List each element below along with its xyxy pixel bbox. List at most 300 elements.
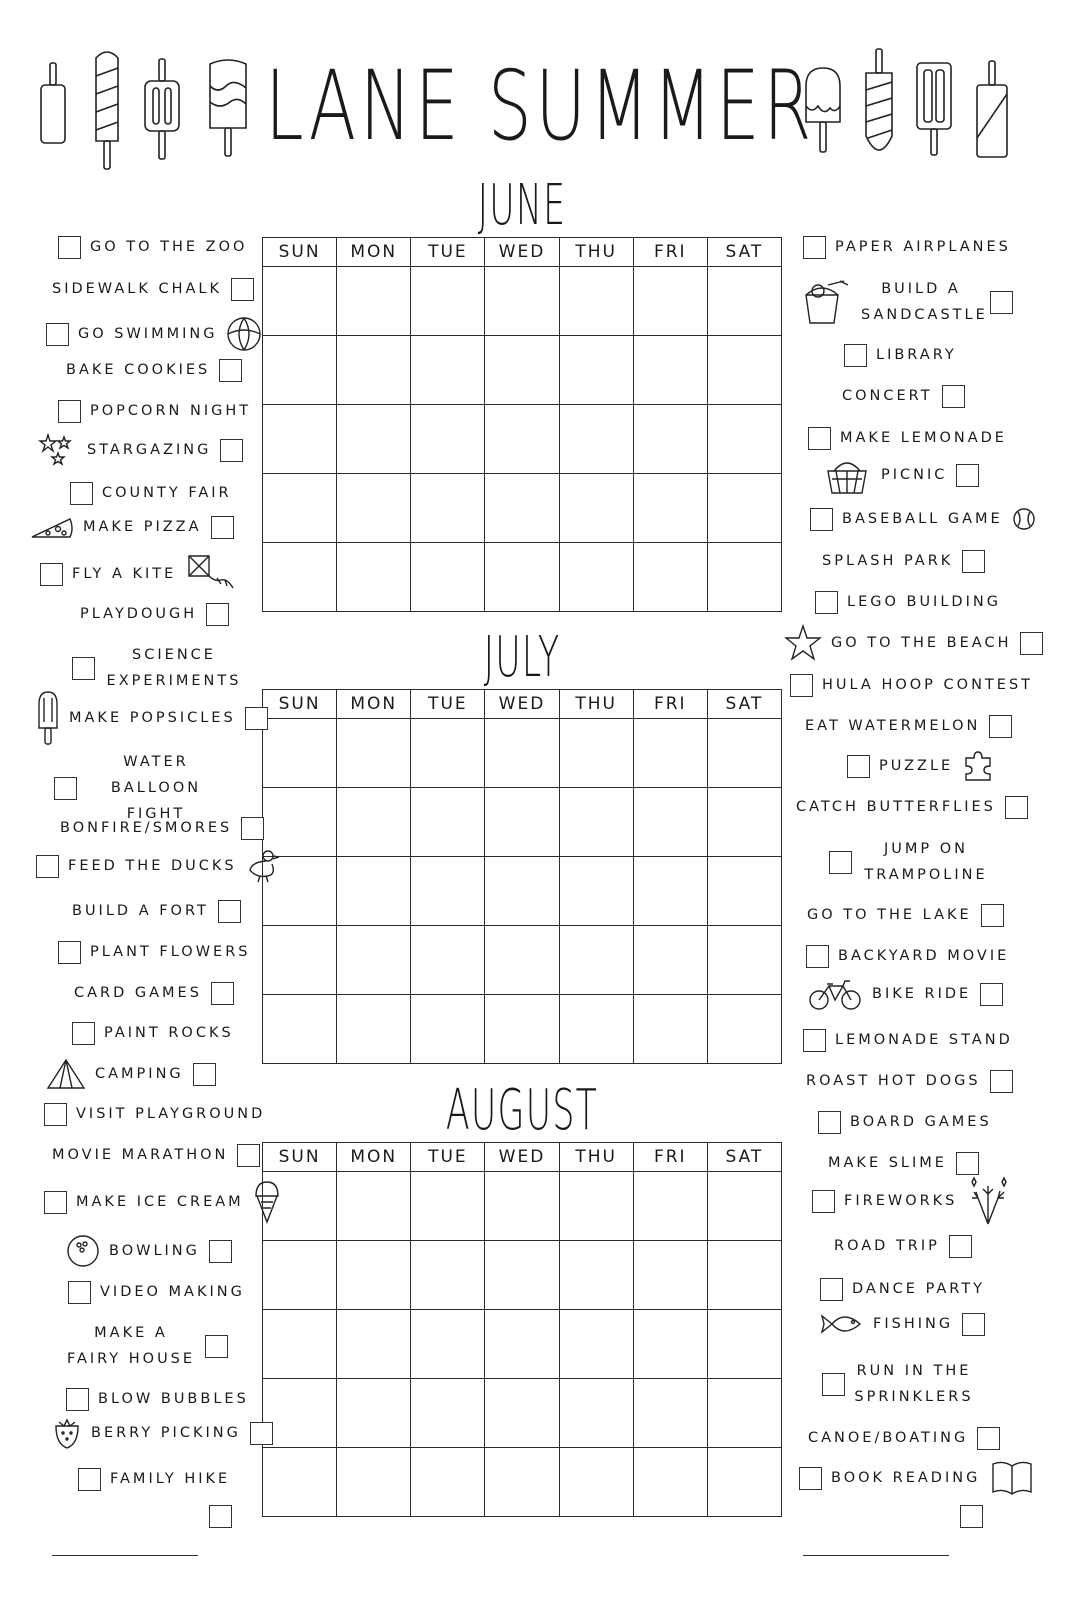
activity-label: CANOE/BOATING	[808, 1430, 969, 1446]
calendar-day-cell[interactable]	[559, 788, 633, 857]
starfish-icon	[784, 624, 822, 662]
calendar-day-cell[interactable]	[707, 474, 781, 543]
calendar-day-cell[interactable]	[337, 405, 411, 474]
activity-item	[36, 690, 268, 746]
calendar-day-cell[interactable]	[707, 857, 781, 926]
calendar-day-cell[interactable]	[633, 1448, 707, 1517]
checkbox[interactable]	[218, 900, 241, 923]
activity-item	[806, 943, 1009, 969]
activity-item	[812, 1176, 1010, 1226]
calendar-day-cell[interactable]	[633, 857, 707, 926]
calendar-day-cell[interactable]	[337, 474, 411, 543]
activity-item	[78, 1466, 230, 1492]
activity-item	[46, 316, 262, 352]
checkbox[interactable]	[58, 400, 81, 423]
calendar-day-cell[interactable]	[707, 926, 781, 995]
activity-label: PLANT FLOWERS	[90, 944, 251, 960]
calendar-day-cell[interactable]	[559, 719, 633, 788]
calendar-day-cell[interactable]	[485, 857, 559, 926]
activity-item	[784, 624, 1043, 662]
activity-label: LEMONADE STAND	[835, 1032, 1013, 1048]
checkbox[interactable]	[989, 715, 1012, 738]
calendar-day-cell[interactable]	[485, 1379, 559, 1448]
activity-item	[808, 425, 1007, 451]
calendar-day-cell[interactable]	[559, 1310, 633, 1379]
activity-item	[803, 234, 1011, 260]
calendar-day-cell[interactable]	[337, 719, 411, 788]
calendar-day-cell[interactable]	[337, 995, 411, 1064]
calendar-day-cell[interactable]	[559, 995, 633, 1064]
activity-label: BOARD GAMES	[850, 1114, 992, 1130]
calendar-day-cell[interactable]	[485, 719, 559, 788]
activity-label: GO TO THE ZOO	[90, 239, 248, 255]
checkbox[interactable]	[808, 427, 831, 450]
activity-item	[822, 1358, 974, 1410]
activity-item	[815, 589, 1001, 615]
calendar-day-cell[interactable]	[559, 543, 633, 612]
checkbox[interactable]	[990, 1070, 1013, 1093]
activity-label: GO TO THE LAKE	[807, 907, 972, 923]
checkbox[interactable]	[211, 516, 234, 539]
blank-write-in-line[interactable]	[803, 1555, 949, 1556]
activity-item	[810, 506, 1036, 532]
activity-label: BIKE RIDE	[872, 986, 972, 1002]
activity-item	[44, 1101, 265, 1127]
activity-label: HULA HOOP CONTEST	[822, 677, 1034, 693]
checkbox[interactable]	[36, 855, 59, 878]
activity-item	[834, 1233, 972, 1259]
calendar-week-row	[263, 926, 782, 995]
activity-item	[60, 815, 264, 841]
calendar-day-cell[interactable]	[411, 1379, 485, 1448]
weekday-header: WED	[485, 238, 559, 267]
calendar-day-cell[interactable]	[411, 1172, 485, 1241]
calendar-day-cell[interactable]	[263, 995, 337, 1064]
calendar-day-cell[interactable]	[485, 543, 559, 612]
calendar-day-cell[interactable]	[411, 788, 485, 857]
strawberry-icon	[52, 1416, 82, 1450]
activity-label: WATER BALLOON FIGHT	[110, 754, 202, 822]
activity-item	[66, 357, 242, 383]
activity-label: FAMILY HIKE	[110, 1471, 231, 1487]
beach-ball-icon	[226, 316, 262, 352]
ice-cream-cone-icon	[253, 1180, 281, 1224]
activity-label: PUZZLE	[879, 758, 954, 774]
checkbox[interactable]	[58, 236, 81, 259]
activity-item	[58, 234, 247, 260]
activity-item	[46, 1058, 216, 1090]
calendar-day-cell[interactable]	[485, 1310, 559, 1379]
activity-label: STARGAZING	[87, 442, 212, 458]
checkbox[interactable]	[250, 1422, 273, 1445]
activity-item	[58, 939, 250, 965]
calendar-day-cell[interactable]	[263, 719, 337, 788]
activity-label: GO TO THE BEACH	[831, 635, 1012, 651]
activity-label: BACKYARD MOVIE	[838, 948, 1010, 964]
calendar-day-cell[interactable]	[263, 926, 337, 995]
calendar-day-cell[interactable]	[559, 857, 633, 926]
activity-label: MAKE PIZZA	[83, 519, 202, 535]
activity-label: MAKE SLIME	[828, 1155, 947, 1171]
calendar-day-cell[interactable]	[559, 474, 633, 543]
activity-item	[790, 672, 1033, 698]
calendar-day-cell[interactable]	[707, 788, 781, 857]
calendar-day-cell[interactable]	[411, 1241, 485, 1310]
activity-label: BOWLING	[109, 1243, 200, 1259]
calendar-day-cell[interactable]	[707, 719, 781, 788]
calendar-day-cell[interactable]	[707, 1448, 781, 1517]
activity-label: RUN IN THE SPRINKLERS	[854, 1363, 974, 1405]
calendar-week-row	[263, 1310, 782, 1379]
weekday-header: TUE	[411, 238, 485, 267]
calendar-day-cell[interactable]	[263, 1241, 337, 1310]
checkbox[interactable]	[72, 1022, 95, 1045]
calendar-day-cell[interactable]	[633, 788, 707, 857]
calendar-day-cell[interactable]	[707, 543, 781, 612]
calendar-day-cell[interactable]	[633, 474, 707, 543]
popsicle-icon	[974, 58, 1010, 166]
checkbox[interactable]	[205, 1335, 228, 1358]
calendar-july	[262, 689, 782, 1064]
checkbox[interactable]	[990, 291, 1013, 314]
checkbox[interactable]	[231, 278, 254, 301]
checkbox[interactable]	[977, 1427, 1000, 1450]
calendar-day-cell[interactable]	[485, 474, 559, 543]
checkbox[interactable]	[1020, 632, 1043, 655]
activity-label: CAMPING	[95, 1066, 184, 1082]
calendar-day-cell[interactable]	[485, 1241, 559, 1310]
checkbox[interactable]	[812, 1190, 835, 1213]
calendar-day-cell[interactable]	[633, 719, 707, 788]
month-heading-august: AUGUST	[445, 1078, 599, 1143]
activity-item	[52, 1416, 273, 1450]
calendar-day-cell[interactable]	[411, 1448, 485, 1517]
picnic-basket-icon	[822, 455, 872, 495]
activity-item	[818, 1109, 992, 1135]
calendar-week-row	[263, 719, 782, 788]
activity-item	[58, 398, 251, 424]
checkbox[interactable]	[46, 323, 69, 346]
activity-item	[806, 1068, 1013, 1094]
weekday-header: SUN	[263, 1143, 337, 1172]
calendar-day-cell[interactable]	[263, 474, 337, 543]
checkbox[interactable]	[78, 1468, 101, 1491]
weekday-header: SUN	[263, 690, 337, 719]
calendar-week-row	[263, 267, 782, 336]
checkbox[interactable]	[245, 707, 268, 730]
activity-label: COUNTY FAIR	[102, 485, 232, 501]
checkbox[interactable]	[219, 359, 242, 382]
activity-label: MAKE POPSICLES	[69, 710, 236, 726]
calendar-day-cell[interactable]	[337, 1310, 411, 1379]
activity-label: MOVIE MARATHON	[52, 1147, 229, 1163]
checkbox[interactable]	[960, 1505, 983, 1528]
activity-item	[844, 342, 957, 368]
checkbox[interactable]	[1005, 796, 1028, 819]
pizza-slice-icon	[30, 515, 74, 539]
checkbox[interactable]	[209, 1505, 232, 1528]
calendar-day-cell[interactable]	[559, 1172, 633, 1241]
kite-icon	[185, 554, 235, 594]
calendar-day-cell[interactable]	[485, 995, 559, 1064]
activity-label: SPLASH PARK	[822, 553, 954, 569]
calendar-day-cell[interactable]	[337, 267, 411, 336]
calendar-day-cell[interactable]	[559, 1379, 633, 1448]
checkbox[interactable]	[956, 1152, 979, 1175]
checkbox[interactable]	[949, 1235, 972, 1258]
checkbox[interactable]	[818, 1111, 841, 1134]
blank-write-in-line[interactable]	[52, 1555, 198, 1556]
checkbox[interactable]	[44, 1103, 67, 1126]
checkbox[interactable]	[44, 1191, 67, 1214]
activity-item	[66, 1386, 249, 1412]
calendar-august	[262, 1142, 782, 1517]
activity-label: PICNIC	[881, 467, 948, 483]
activity-item	[36, 848, 282, 884]
checkbox[interactable]	[847, 755, 870, 778]
checkbox[interactable]	[211, 982, 234, 1005]
checkbox[interactable]	[72, 657, 95, 680]
checkbox[interactable]	[810, 508, 833, 531]
activity-item	[828, 1150, 979, 1176]
activity-item	[807, 902, 1004, 928]
activity-item	[842, 383, 965, 409]
calendar-day-cell[interactable]	[337, 926, 411, 995]
checkbox[interactable]	[241, 817, 264, 840]
checkbox[interactable]	[68, 1281, 91, 1304]
calendar-day-cell[interactable]	[485, 336, 559, 405]
checkbox[interactable]	[806, 945, 829, 968]
activity-item	[807, 978, 1003, 1010]
calendar-week-row	[263, 336, 782, 405]
calendar-day-cell[interactable]	[263, 1448, 337, 1517]
activity-item	[30, 514, 234, 540]
weekday-header: TUE	[411, 1143, 485, 1172]
calendar-day-cell[interactable]	[411, 719, 485, 788]
calendar-june	[262, 237, 782, 612]
activity-label: CONCERT	[842, 388, 933, 404]
calendar-day-cell[interactable]	[633, 543, 707, 612]
calendar-day-cell[interactable]	[337, 1379, 411, 1448]
activity-label: DANCE PARTY	[852, 1281, 986, 1297]
checkbox[interactable]	[981, 904, 1004, 927]
calendar-day-cell[interactable]	[263, 788, 337, 857]
checkbox[interactable]	[822, 1373, 845, 1396]
activity-item	[72, 1020, 234, 1046]
calendar-day-cell[interactable]	[707, 1310, 781, 1379]
calendar-day-cell[interactable]	[263, 336, 337, 405]
calendar-week-row	[263, 857, 782, 926]
activity-item	[74, 980, 234, 1006]
activity-label: ROAD TRIP	[834, 1238, 940, 1254]
calendar-day-cell[interactable]	[411, 336, 485, 405]
calendar-day-cell[interactable]	[411, 267, 485, 336]
popsicle-icon	[36, 690, 60, 746]
calendar-day-cell[interactable]	[707, 1241, 781, 1310]
calendar-day-cell[interactable]	[559, 267, 633, 336]
activity-label: VISIT PLAYGROUND	[76, 1106, 266, 1122]
activity-item	[66, 1234, 232, 1268]
weekday-header: SAT	[707, 690, 781, 719]
calendar-day-cell[interactable]	[633, 336, 707, 405]
weekday-header: SUN	[263, 238, 337, 267]
baseball-icon	[1012, 507, 1036, 531]
calendar-day-cell[interactable]	[337, 1241, 411, 1310]
calendar-day-cell[interactable]	[633, 405, 707, 474]
duck-icon	[246, 848, 282, 884]
calendar-day-cell[interactable]	[485, 267, 559, 336]
calendar-day-cell[interactable]	[633, 1379, 707, 1448]
calendar-week-row	[263, 543, 782, 612]
weekday-header: WED	[485, 690, 559, 719]
calendar-week-row	[263, 1379, 782, 1448]
calendar-day-cell[interactable]	[559, 926, 633, 995]
calendar-day-cell[interactable]	[263, 1379, 337, 1448]
activity-item	[38, 433, 243, 467]
checkbox[interactable]	[54, 777, 77, 800]
calendar-day-cell[interactable]	[633, 267, 707, 336]
activity-item	[70, 480, 232, 506]
checkbox[interactable]	[980, 983, 1003, 1006]
calendar-day-cell[interactable]	[707, 1172, 781, 1241]
activity-label: MAKE LEMONADE	[840, 430, 1007, 446]
calendar-week-row	[263, 995, 782, 1064]
calendar-day-cell[interactable]	[411, 926, 485, 995]
calendar-day-cell[interactable]	[633, 995, 707, 1064]
calendar-day-cell[interactable]	[337, 336, 411, 405]
calendar-day-cell[interactable]	[337, 1172, 411, 1241]
activity-label: BERRY PICKING	[91, 1425, 241, 1441]
calendar-day-cell[interactable]	[263, 405, 337, 474]
calendar-day-cell[interactable]	[485, 1172, 559, 1241]
fish-icon	[818, 1310, 864, 1338]
calendar-day-cell[interactable]	[337, 788, 411, 857]
activity-label: FLY A KITE	[72, 566, 177, 582]
checkbox[interactable]	[829, 851, 852, 874]
activity-label: VIDEO MAKING	[100, 1284, 245, 1300]
weekday-header: THU	[559, 238, 633, 267]
activity-label: BASEBALL GAME	[842, 511, 1003, 527]
calendar-day-cell[interactable]	[337, 1448, 411, 1517]
checkbox[interactable]	[209, 1240, 232, 1263]
weekday-header: SAT	[707, 1143, 781, 1172]
calendar-day-cell[interactable]	[411, 405, 485, 474]
checkbox[interactable]	[803, 1029, 826, 1052]
calendar-day-cell[interactable]	[485, 788, 559, 857]
activity-item	[72, 898, 241, 924]
calendar-day-cell[interactable]	[559, 336, 633, 405]
weekday-header: MON	[337, 238, 411, 267]
tent-icon	[46, 1058, 86, 1090]
activity-label: BUILD A FORT	[72, 903, 209, 919]
page-title: LANE SUMMER	[265, 50, 815, 162]
checkbox[interactable]	[237, 1144, 260, 1167]
calendar-day-cell[interactable]	[559, 1241, 633, 1310]
checkbox[interactable]	[962, 1313, 985, 1336]
checkbox[interactable]	[942, 385, 965, 408]
calendar-day-cell[interactable]	[263, 1310, 337, 1379]
activity-label: PLAYDOUGH	[80, 606, 198, 622]
calendar-day-cell[interactable]	[707, 405, 781, 474]
activity-label: FEED THE DUCKS	[68, 858, 237, 874]
calendar-day-cell[interactable]	[337, 857, 411, 926]
checkbox[interactable]	[790, 674, 813, 697]
checkbox[interactable]	[962, 550, 985, 573]
calendar-day-cell[interactable]	[263, 267, 337, 336]
calendar-day-cell[interactable]	[559, 1448, 633, 1517]
checkbox[interactable]	[193, 1063, 216, 1086]
calendar-day-cell[interactable]	[411, 995, 485, 1064]
calendar-day-cell[interactable]	[337, 543, 411, 612]
activity-item	[44, 1180, 281, 1224]
calendar-day-cell[interactable]	[707, 1379, 781, 1448]
checkbox[interactable]	[40, 563, 63, 586]
activity-label: SCIENCE EXPERIMENTS	[106, 647, 242, 689]
checkbox[interactable]	[66, 1388, 89, 1411]
activity-label: LIBRARY	[876, 347, 957, 363]
activity-label: MAKE A FAIRY HOUSE	[66, 1325, 196, 1367]
weekday-header: TUE	[411, 690, 485, 719]
weekday-header: THU	[559, 690, 633, 719]
checkbox[interactable]	[220, 439, 243, 462]
calendar-day-cell[interactable]	[411, 1310, 485, 1379]
calendar-day-cell[interactable]	[633, 1241, 707, 1310]
bicycle-icon	[807, 978, 863, 1010]
checkbox[interactable]	[820, 1278, 843, 1301]
calendar-day-cell[interactable]	[411, 474, 485, 543]
checkbox[interactable]	[58, 941, 81, 964]
activity-label: SIDEWALK CHALK	[52, 281, 223, 297]
activity-label: JUMP ON TRAMPOLINE	[864, 841, 988, 883]
calendar-day-cell[interactable]	[411, 543, 485, 612]
calendar-day-cell[interactable]	[633, 1172, 707, 1241]
calendar-day-cell[interactable]	[707, 267, 781, 336]
checkbox[interactable]	[799, 1467, 822, 1490]
activity-item	[68, 1279, 245, 1305]
calendar-week-row	[263, 1448, 782, 1517]
activity-item	[66, 1320, 228, 1372]
calendar-day-cell[interactable]	[485, 405, 559, 474]
calendar-day-cell[interactable]	[633, 1310, 707, 1379]
bowling-ball-icon	[66, 1234, 100, 1268]
calendar-day-cell[interactable]	[411, 857, 485, 926]
activity-label: GO SWIMMING	[78, 326, 218, 342]
open-book-icon	[989, 1458, 1035, 1498]
calendar-day-cell[interactable]	[707, 995, 781, 1064]
month-heading-july: JULY	[483, 625, 561, 690]
calendar-day-cell[interactable]	[485, 926, 559, 995]
calendar-day-cell[interactable]	[707, 336, 781, 405]
checkbox[interactable]	[206, 603, 229, 626]
activity-item	[799, 1458, 1035, 1498]
calendar-day-cell[interactable]	[559, 405, 633, 474]
calendar-day-cell[interactable]	[633, 926, 707, 995]
checkbox[interactable]	[844, 344, 867, 367]
fireworks-icon	[966, 1176, 1010, 1226]
activity-label: PAPER AIRPLANES	[835, 239, 1011, 255]
checkbox[interactable]	[803, 236, 826, 259]
activity-label: BOOK READING	[831, 1470, 981, 1486]
checkbox[interactable]	[956, 464, 979, 487]
activity-label: LEGO BUILDING	[847, 594, 1001, 610]
sand-bucket-icon	[800, 279, 852, 325]
checkbox[interactable]	[70, 482, 93, 505]
calendar-day-cell[interactable]	[263, 543, 337, 612]
weekday-header: FRI	[633, 1143, 707, 1172]
activity-item	[52, 1142, 260, 1168]
calendar-day-cell[interactable]	[485, 1448, 559, 1517]
checkbox[interactable]	[815, 591, 838, 614]
